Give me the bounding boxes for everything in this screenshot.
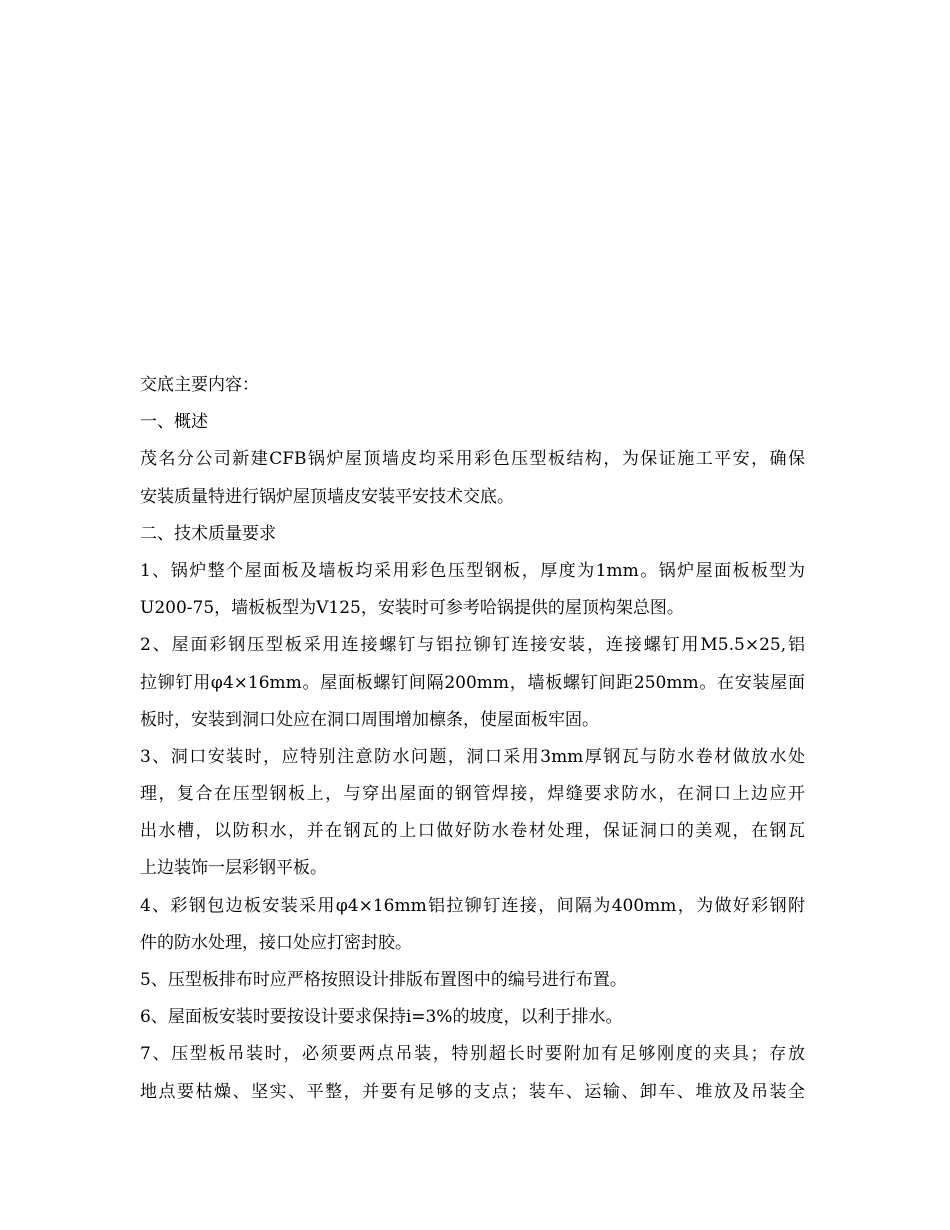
list-item-7 [140,1039,805,1108]
paragraph-line: 出水槽，以防积水，并在钢瓦的上口做好防水卷材处理，保证洞口的美观，在钢瓦 [140,821,805,842]
paragraph-line: 板时，安装到洞口处应在洞口周围增加檩条，使屋面板牢固。 [140,709,599,730]
list-item-1 [140,556,805,625]
list-item-6: 6、屋面板安装时要按设计要求保持i=3%的坡度，以利于排水。 [140,1007,623,1028]
paragraph-line: 上边装饰一层彩钢平板。 [140,858,327,879]
list-item-4 [140,891,805,960]
content-heading: 交底主要内容： [140,375,259,395]
list-item-2 [140,630,805,736]
paragraph-line: U200-75，墙板板型为V125，安装时可参考哈锅提供的屋顶构架总图。 [140,598,684,619]
section-title-overview: 一、概述 [140,412,208,433]
section-title-technical-requirements: 二、技术质量要求 [140,523,276,544]
paragraph-line: 2、屋面彩钢压型板采用连接螺钉与铝拉铆钉连接安装，连接螺钉用M5.5×25,铝 [140,635,805,656]
paragraph-line: 3、洞口安装时，应特别注意防水问题，洞口采用3mm厚钢瓦与防水卷材做放水处 [140,746,805,767]
paragraph-line: 茂名分公司新建CFB锅炉屋顶墙皮均采用彩色压型板结构，为保证施工平安，确保 [140,449,805,470]
paragraph-line: 拉铆钉用φ4×16mm。屋面板螺钉间隔200mm，墙板螺钉间距250mm。在安装屋面 [140,672,805,693]
list-item-3 [140,742,805,885]
paragraph-line: 安装质量特进行锅炉屋顶墙皮安装平安技术交底。 [140,486,514,507]
paragraph-overview [140,444,805,513]
paragraph-line: 理，复合在压型钢板上，与穿出屋面的钢管焊接，焊缝要求防水，在洞口上边应开 [140,784,805,805]
document-body [140,370,805,1108]
list-item-5: 5、压型板排布时应严格按照设计排版布置图中的编号进行布置。 [140,970,627,990]
paragraph-line: 1、锅炉整个屋面板及墙板均采用彩色压型钢板，厚度为1mm。锅炉屋面板板型为 [140,560,805,581]
paragraph-line: 件的防水处理，接口处应打密封胶。 [140,932,412,953]
paragraph-line: 4、彩钢包边板安装采用φ4×16mm铝拉铆钉连接，间隔为400mm，为做好彩钢附 [140,895,805,916]
paragraph-line: 地点要枯燥、坚实、平整，并要有足够的支点；装车、运输、卸车、堆放及吊装全 [140,1081,805,1102]
paragraph-line: 7、压型板吊装时，必须要两点吊装，特别超长时要附加有足够刚度的夹具；存放 [140,1044,805,1065]
